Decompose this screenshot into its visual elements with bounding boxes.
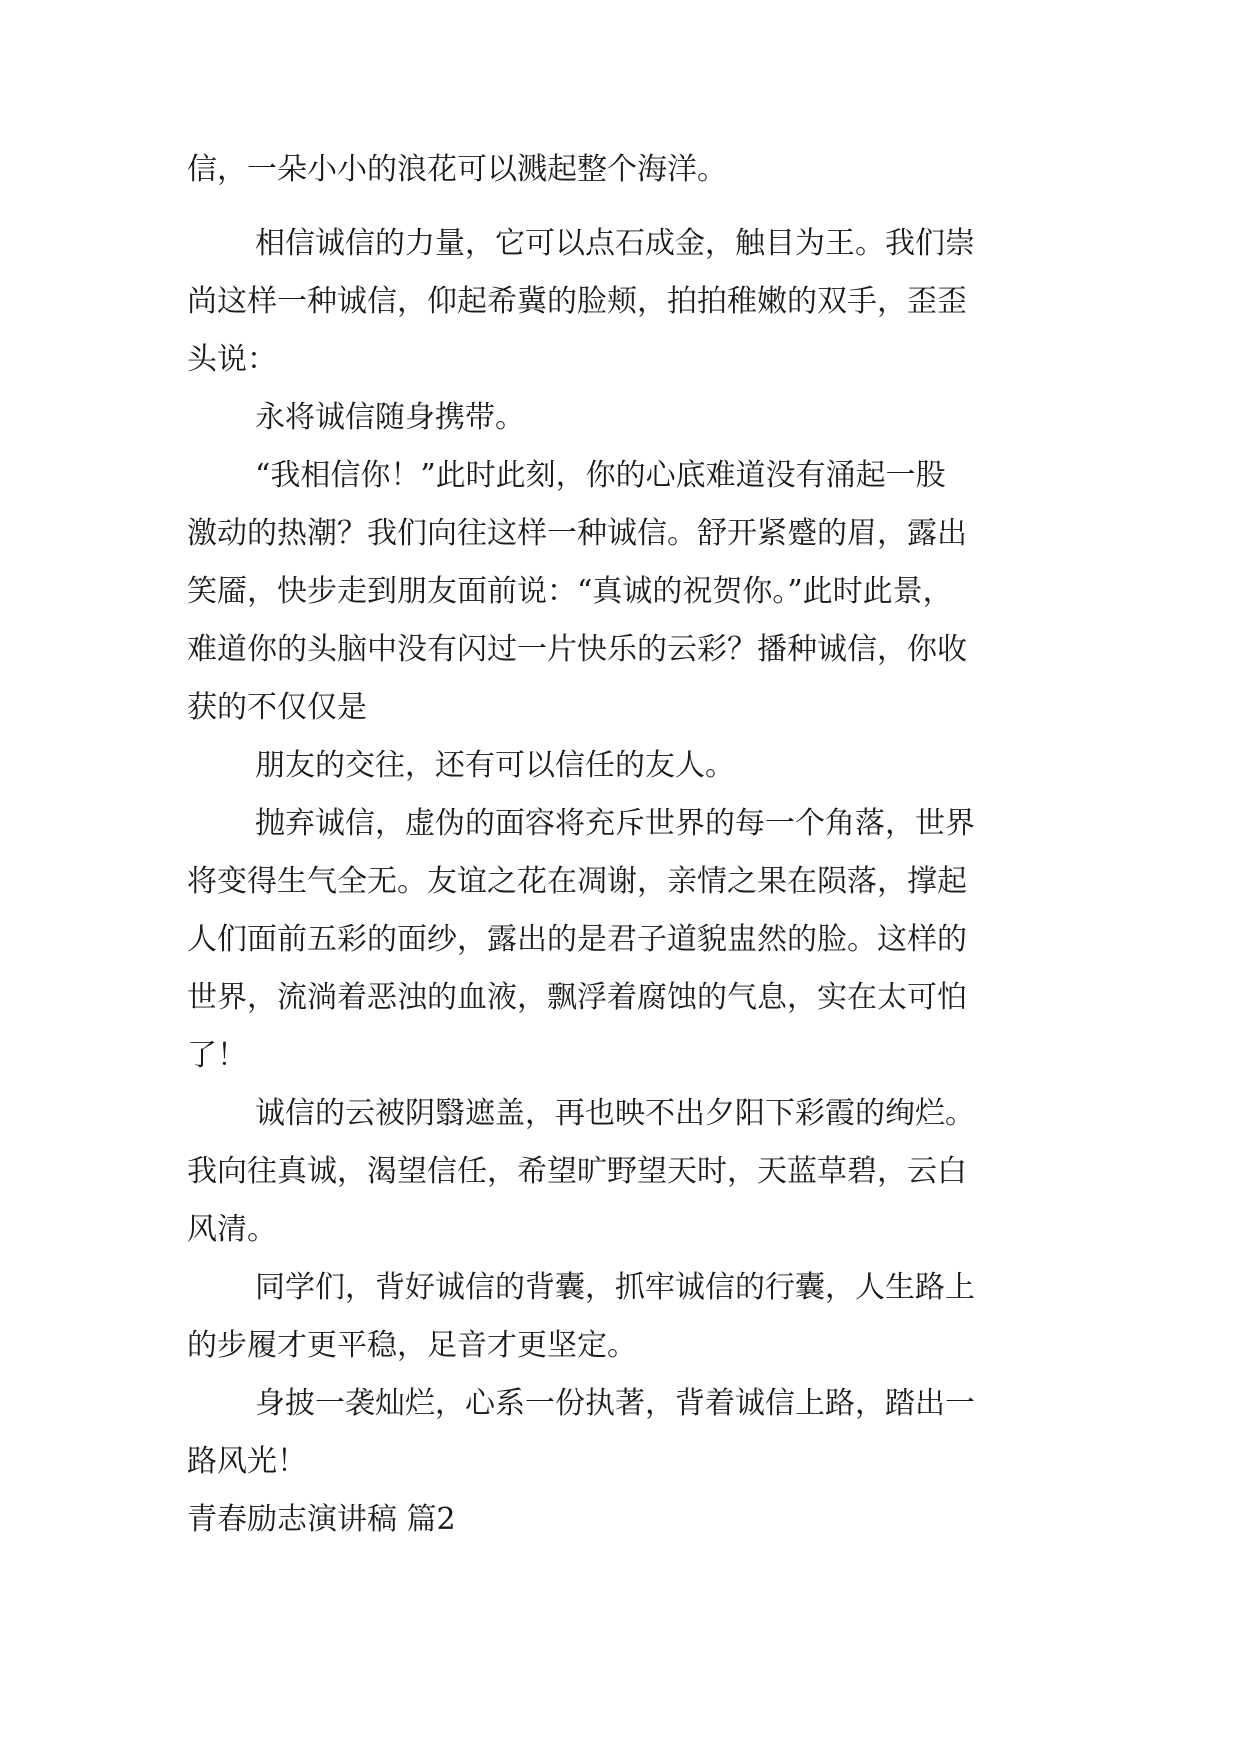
- text-line: 我向往真诚，渴望信任，希望旷野望天时，天蓝草碧，云白: [187, 1154, 967, 1189]
- text-line: 世界，流淌着恶浊的血液，飘浮着腐蚀的气息，实在太可怕: [187, 980, 967, 1015]
- text-line: 的步履才更平稳，足音才更坚定。: [187, 1328, 637, 1363]
- paragraph-line: 诚信的云被阴翳遮盖，再也映不出夕阳下彩霞的绚烂。: [255, 1096, 975, 1131]
- paragraph-line: 抛弃诚信，虚伪的面容将充斥世界的每一个角落，世界: [255, 806, 975, 841]
- paragraph-line: 朋友的交往，还有可以信任的友人。: [255, 748, 735, 783]
- section-heading: 青春励志演讲稿 篇2: [187, 1502, 456, 1537]
- text-line: 笑靥，快步走到朋友面前说：“真诚的祝贺你。”此时此景，: [187, 574, 953, 609]
- text-line: 尚这样一种诚信，仰起希冀的脸颊，拍拍稚嫩的双手，歪歪: [187, 284, 967, 319]
- text-line: 了！: [187, 1038, 247, 1073]
- text-line: 风清。: [187, 1212, 277, 1247]
- paragraph-line: 相信诚信的力量，它可以点石成金，触目为王。我们崇: [255, 226, 975, 261]
- text-line: 激动的热潮？我们向往这样一种诚信。舒开紧蹙的眉，露出: [187, 516, 967, 551]
- text-line: 将变得生气全无。友谊之花在凋谢，亲情之果在陨落，撑起: [187, 864, 967, 899]
- text-line: 难道你的头脑中没有闪过一片快乐的云彩？播种诚信，你收: [187, 632, 967, 667]
- paragraph-line: 身披一袭灿烂，心系一份执著，背着诚信上路，踏出一: [255, 1386, 975, 1421]
- text-line: 信，一朵小小的浪花可以溅起整个海洋。: [187, 152, 727, 187]
- paragraph-line: 永将诚信随身携带。: [255, 400, 525, 435]
- text-line: 获的不仅仅是: [187, 690, 367, 725]
- paragraph-line: “我相信你！”此时此刻，你的心底难道没有涌起一股: [255, 458, 946, 493]
- text-line: 头说：: [187, 342, 277, 377]
- text-line: 路风光！: [187, 1444, 307, 1479]
- text-line: 人们面前五彩的面纱，露出的是君子道貌盅然的脸。这样的: [187, 922, 967, 957]
- paragraph-line: 同学们，背好诚信的背囊，抓牢诚信的行囊，人生路上: [255, 1270, 975, 1305]
